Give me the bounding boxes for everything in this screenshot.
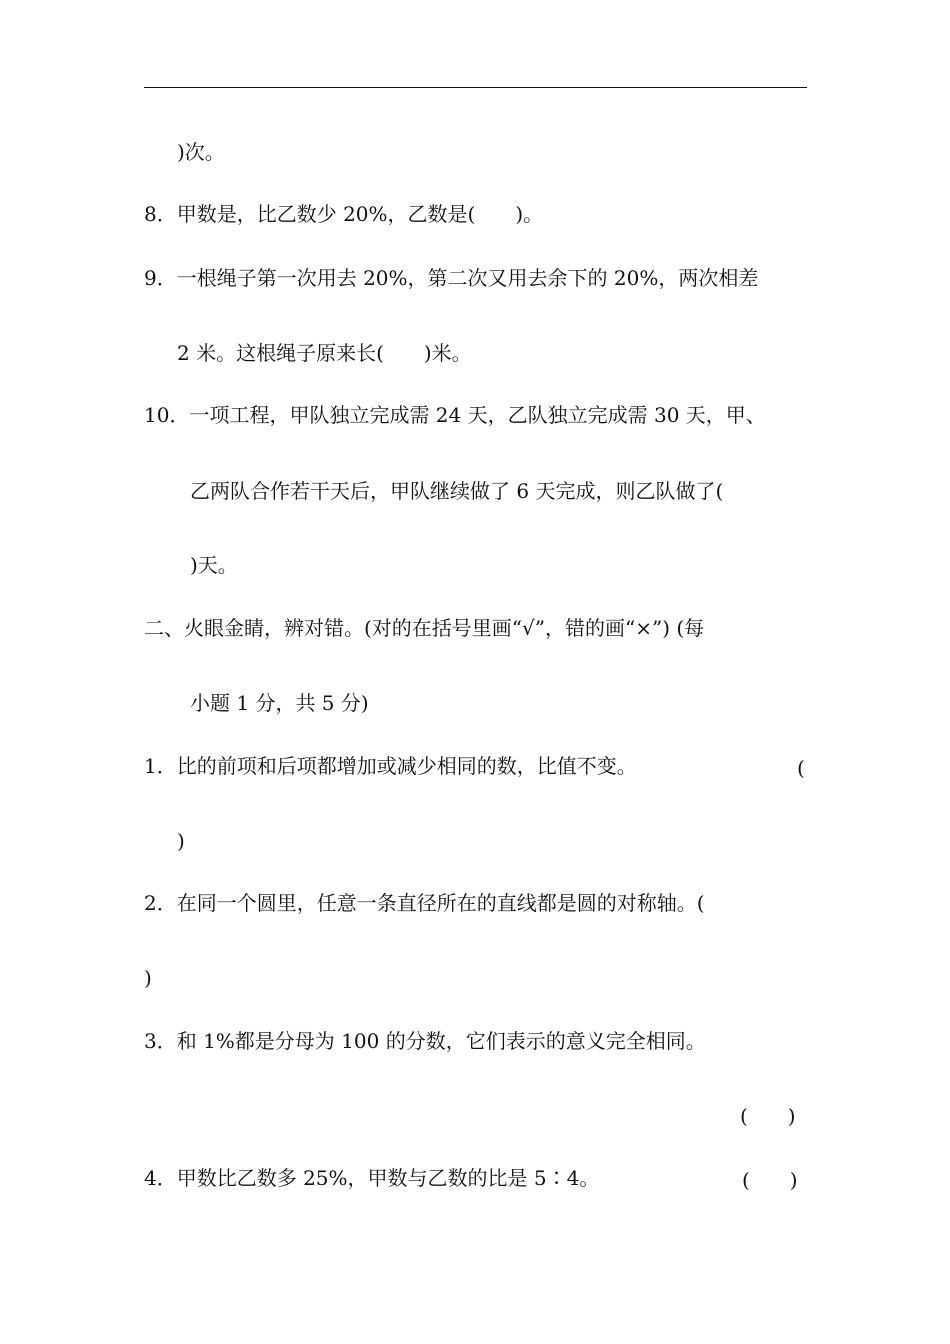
section-2-heading-line-2: 小题 1 分，共 5 分) [190,691,369,715]
tf-question-2: 2．在同一个圆里，任意一条直径所在的直线都是圆的对称轴。( [144,891,705,915]
tf-answer-paren-4: ( ) [742,1168,798,1192]
question-10-line-3: )天。 [190,553,238,577]
question-9-line-1: 9．一根绳子第一次用去 20%，第二次又用去余下的 20%，两次相差 [144,266,759,290]
tf-question-4: 4．甲数比乙数多 25%，甲数与乙数的比是 5∶4。 [144,1166,600,1190]
tf-answer-paren-3: ( ) [740,1104,796,1128]
tf-question-3: 3．和 1%都是分母为 100 的分数，它们表示的意义完全相同。 [144,1029,706,1053]
question-10-line-2: 乙两队合作若干天后，甲队继续做了 6 天完成，则乙队做了( [190,479,724,503]
header-rule [144,87,807,88]
question-10-line-1: 10．一项工程，甲队独立完成需 24 天，乙队独立完成需 30 天，甲、 [144,403,766,427]
tf-answer-paren-2-close: ) [144,966,152,990]
q7-continuation: )次。 [177,140,225,164]
section-2-heading-line-1: 二、火眼金睛，辨对错。(对的在括号里画“√”，错的画“×”) (每 [144,616,705,640]
question-9-line-2: 2 米。这根绳子原来长( )米。 [177,341,472,365]
question-8: 8．甲数是，比乙数少 20%，乙数是( )。 [144,202,544,226]
tf-answer-paren-1-open: ( [797,756,805,780]
tf-answer-paren-1-close: ) [177,829,185,853]
tf-question-1: 1．比的前项和后项都增加或减少相同的数，比值不变。 [144,754,637,778]
